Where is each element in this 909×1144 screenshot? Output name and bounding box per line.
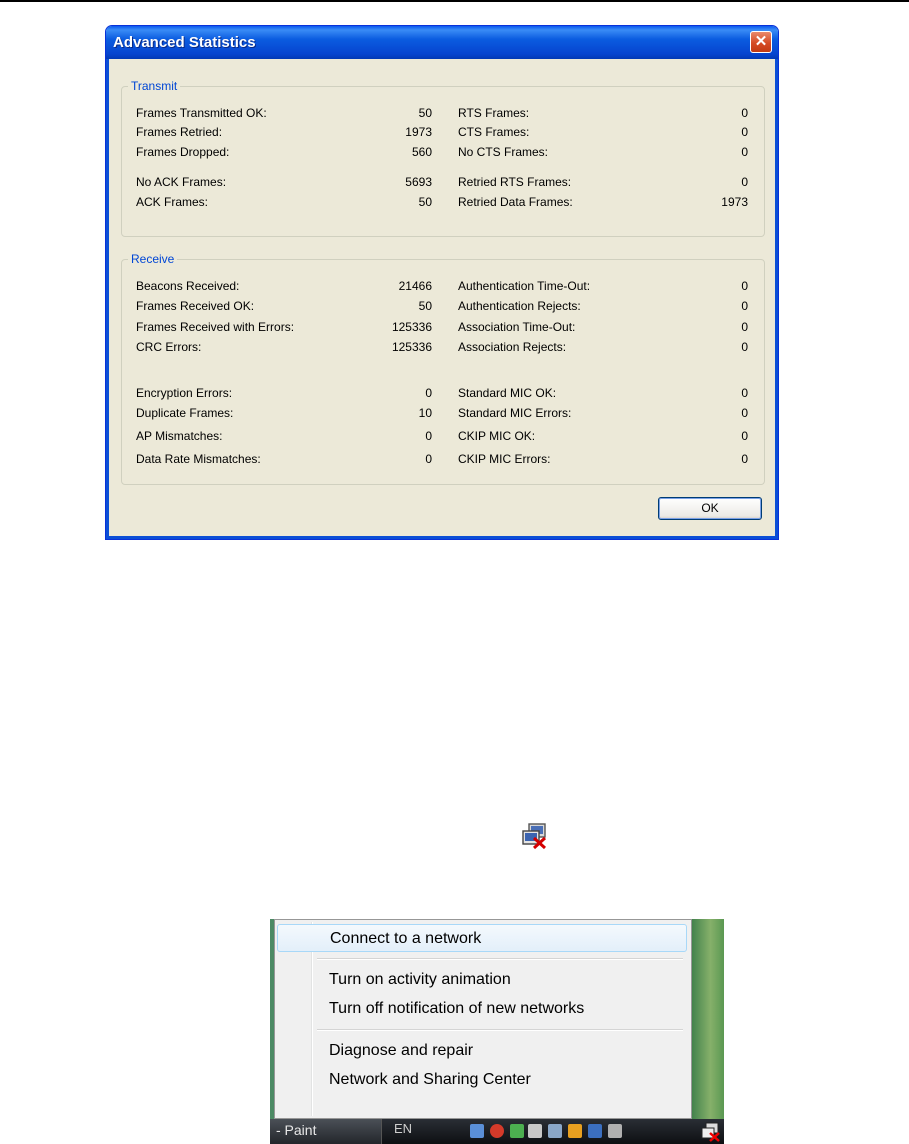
stat-label: CKIP MIC Errors:: [458, 452, 551, 466]
stat-label: Frames Received with Errors:: [136, 320, 295, 334]
menu-item-diagnose-repair[interactable]: Diagnose and repair: [329, 1042, 474, 1059]
stat-value: 0: [425, 452, 432, 466]
stat-value: 21466: [398, 279, 432, 293]
stat-label: Duplicate Frames:: [136, 406, 234, 420]
stat-value: 560: [411, 145, 432, 159]
dialog-frame-right: [775, 59, 778, 539]
tray-battery-icon[interactable]: [548, 1124, 562, 1138]
dialog-frame-bottom: [106, 536, 778, 539]
stat-value: 125336: [391, 340, 432, 354]
ok-button[interactable]: OK: [658, 497, 762, 520]
menu-separator: [317, 1029, 683, 1031]
stat-value: 0: [741, 340, 748, 354]
stat-value: 0: [741, 406, 748, 420]
stat-value: 0: [425, 429, 432, 443]
menu-item-notification-new-networks[interactable]: Turn off notification of new networks: [329, 1000, 585, 1017]
advanced-statistics-dialog: [105, 25, 779, 540]
stat-label: Frames Received OK:: [136, 299, 255, 313]
dialog-frame-left: [106, 59, 109, 539]
stat-value: 0: [741, 320, 748, 334]
stat-label: Standard MIC Errors:: [458, 406, 572, 420]
tray-security-icon[interactable]: [490, 1124, 504, 1138]
stat-label: No CTS Frames:: [458, 145, 549, 159]
stat-value: 1973: [405, 125, 432, 139]
stat-label: Association Rejects:: [458, 340, 567, 354]
stat-label: Standard MIC OK:: [458, 386, 557, 400]
network-context-menu-screenshot: [270, 919, 724, 1144]
stat-label: Retried RTS Frames:: [458, 175, 572, 189]
tray-monitor-icon[interactable]: [588, 1124, 602, 1138]
menu-item-activity-animation[interactable]: Turn on activity animation: [329, 971, 511, 988]
stat-value: 0: [741, 106, 748, 120]
menu-separator: [317, 958, 683, 960]
desktop-background: [690, 919, 724, 1144]
stat-label: Authentication Rejects:: [458, 299, 581, 313]
stat-value: 0: [741, 175, 748, 189]
menu-item-network-sharing-center[interactable]: Network and Sharing Center: [329, 1071, 531, 1088]
taskbar-button-paint[interactable]: - Paint: [270, 1119, 382, 1144]
receive-group: [121, 252, 765, 485]
stat-value: 0: [741, 125, 748, 139]
stat-label: Beacons Received:: [136, 279, 240, 293]
stat-value: 0: [741, 279, 748, 293]
stat-label: Frames Retried:: [136, 125, 223, 139]
tray-app-icon[interactable]: [470, 1124, 484, 1138]
stat-value: 0: [741, 386, 748, 400]
transmit-legend: Transmit: [128, 78, 180, 94]
stat-value: 50: [418, 106, 432, 120]
network-disconnected-icon[interactable]: [700, 1122, 720, 1142]
language-indicator[interactable]: EN: [394, 1121, 413, 1136]
tray-warning-icon[interactable]: [568, 1124, 582, 1138]
stat-label: Data Rate Mismatches:: [136, 452, 261, 466]
stat-value: 0: [741, 452, 748, 466]
network-disconnected-icon[interactable]: [520, 822, 548, 850]
stat-label: Frames Transmitted OK:: [136, 106, 267, 120]
stat-label: Association Time-Out:: [458, 320, 576, 334]
close-icon: ✕: [754, 33, 768, 50]
stat-label: Authentication Time-Out:: [458, 279, 591, 293]
stat-label: AP Mismatches:: [136, 429, 223, 443]
stat-value: 1973: [721, 195, 748, 209]
stat-value: 10: [418, 406, 432, 420]
network-context-menu: [274, 919, 692, 1119]
stat-label: RTS Frames:: [458, 106, 530, 120]
dialog-titlebar[interactable]: [106, 26, 778, 59]
stat-value: 0: [425, 386, 432, 400]
taskbar: [270, 1119, 724, 1144]
stat-value: 50: [418, 195, 432, 209]
menu-item-connect-to-network[interactable]: Connect to a network: [277, 924, 687, 952]
tray-update-icon[interactable]: [510, 1124, 524, 1138]
stat-value: 125336: [391, 320, 432, 334]
stat-label: ACK Frames:: [136, 195, 209, 209]
page-top-rule: [0, 0, 909, 2]
stat-label: CKIP MIC OK:: [458, 429, 536, 443]
stat-value: 50: [418, 299, 432, 313]
receive-legend: Receive: [128, 251, 177, 267]
stat-label: CRC Errors:: [136, 340, 202, 354]
tray-device-icon[interactable]: [528, 1124, 542, 1138]
stat-value: 0: [741, 299, 748, 313]
stat-value: 5693: [405, 175, 432, 189]
stat-label: Encryption Errors:: [136, 386, 233, 400]
dialog-title: Advanced Statistics: [113, 34, 256, 51]
transmit-group: [121, 79, 765, 237]
stat-value: 0: [741, 429, 748, 443]
stat-label: Retried Data Frames:: [458, 195, 573, 209]
stat-label: Frames Dropped:: [136, 145, 230, 159]
volume-icon[interactable]: [608, 1124, 622, 1138]
stat-label: CTS Frames:: [458, 125, 530, 139]
stat-label: No ACK Frames:: [136, 175, 227, 189]
close-button[interactable]: [750, 31, 772, 53]
stat-value: 0: [741, 145, 748, 159]
